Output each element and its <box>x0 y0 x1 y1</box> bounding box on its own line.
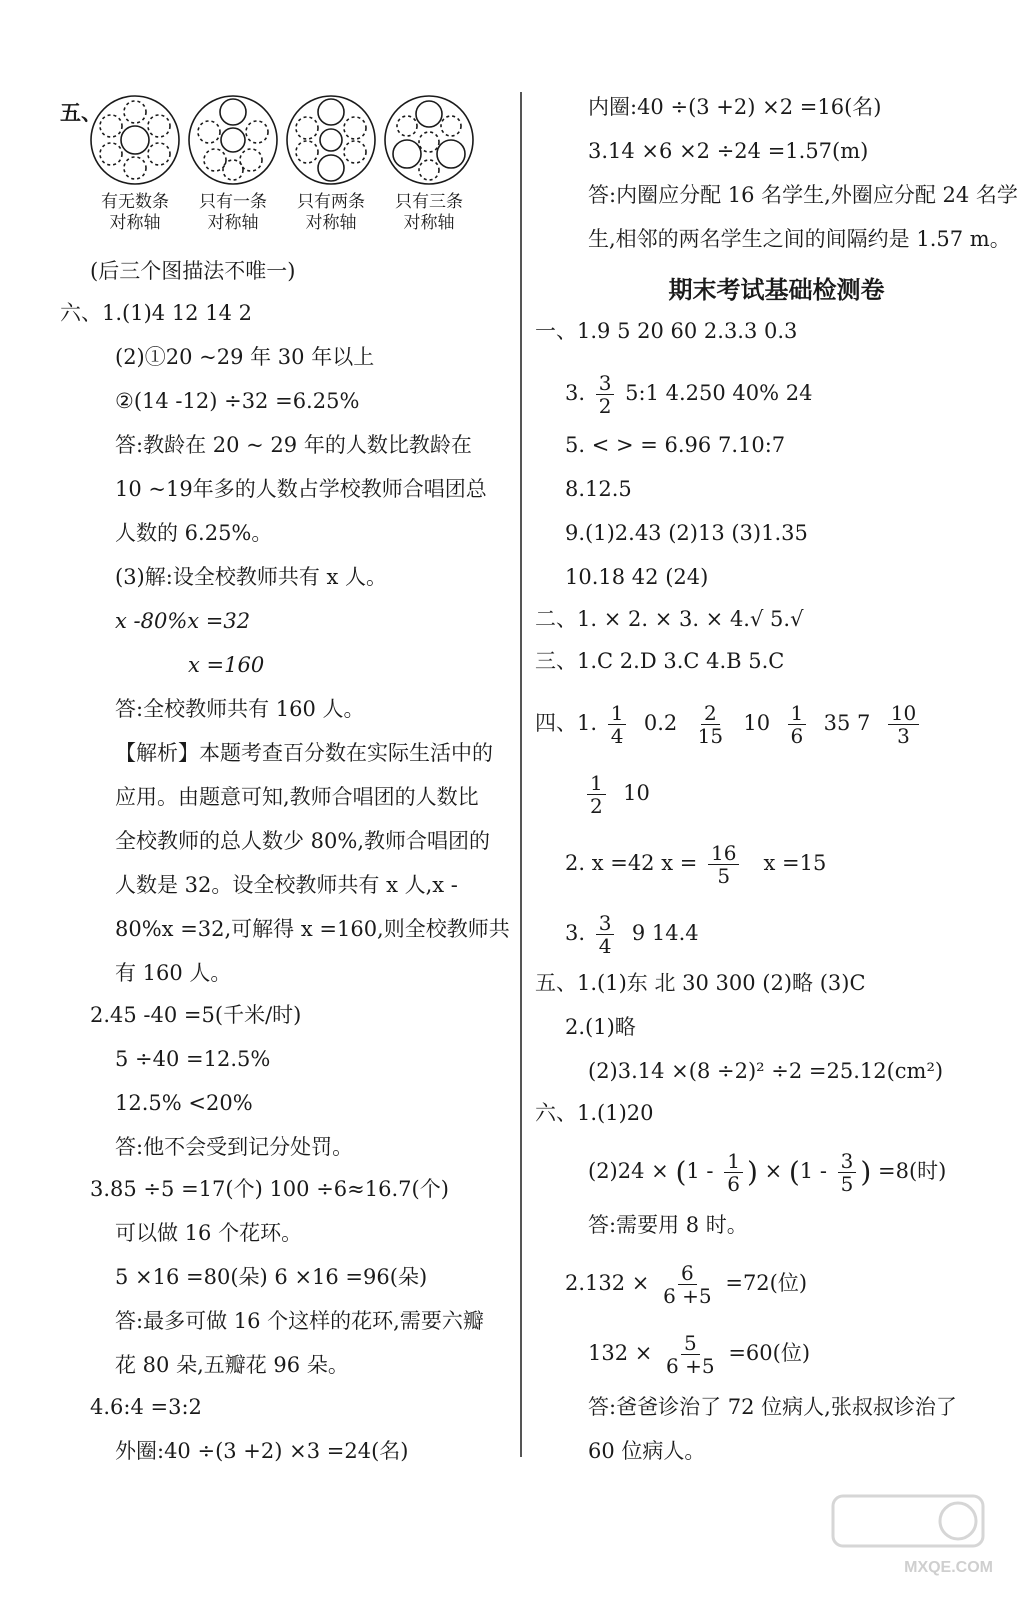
fraction: $\frac{10}{3}$ <box>888 702 919 747</box>
answer-line: 答:最多可做 16 个这样的花环,需要六瓣 <box>115 1309 484 1333</box>
analysis-line: 有 160 人。 <box>115 961 232 985</box>
answer-line-fraction: 132 × $\frac{5}{6 +5}$ =60(位) <box>588 1331 811 1378</box>
equation-line: x -80%x =32 <box>115 609 251 633</box>
answer-line: (3)解:设全校教师共有 x 人。 <box>115 565 388 589</box>
answer-line: 生,相邻的两名学生之间的间隔约是 1.57 m。 <box>588 227 1011 251</box>
answer-line: 人数的 6.25%。 <box>115 521 273 545</box>
circle-2 <box>189 96 277 184</box>
answer-line: 答:需要用 8 时。 <box>588 1213 748 1237</box>
fraction: $\frac{1}{6}$ <box>724 1150 743 1195</box>
analysis-line: 全校教师的总人数少 80%,教师合唱团的 <box>115 829 491 853</box>
section-title: 期末考试基础检测卷 <box>668 276 885 304</box>
fraction: $\frac{5}{6 +5}$ <box>666 1331 715 1378</box>
answer-line: 花 80 朵,五瓣花 96 朵。 <box>115 1353 349 1377</box>
circle-label-3: 只有两条 对称轴 <box>297 192 365 233</box>
answer-line: 5 ×16 =80(朵) 6 ×16 =96(朵) <box>115 1265 428 1289</box>
answer-line: 一、1.9 5 20 60 2.3.3 0.3 <box>535 319 798 343</box>
answer-line: 12.5% <20% <box>115 1091 253 1115</box>
circle-label-2: 只有一条 对称轴 <box>199 192 267 233</box>
circle-4 <box>385 96 473 184</box>
equation-line: x =160 <box>188 653 265 677</box>
answer-line-fraction: $\frac{1}{2}$ 10 <box>583 772 650 812</box>
answer-line: 3.85 ÷5 =17(个) 100 ÷6≈16.7(个) <box>90 1177 449 1201</box>
answer-line: 3.14 ×6 ×2 ÷24 =1.57(m) <box>588 139 869 163</box>
fraction: $\frac{3}{5}$ <box>838 1150 857 1195</box>
answer-line-fraction: 3. $\frac{3}{2}$ 5:1 4.250 40% 24 <box>565 371 813 418</box>
answer-line: 可以做 16 个花环。 <box>115 1221 303 1245</box>
answer-line: 5. < > = 6.96 7.10:7 <box>565 433 786 457</box>
answer-line: 答:爸爸诊治了 72 位病人,张叔叔诊治了 <box>588 1395 957 1419</box>
answer-line: (2)①20 ~29 年 30 年以上 <box>115 345 375 369</box>
fraction: $\frac{6}{6 +5}$ <box>663 1261 712 1308</box>
answer-line: 2.45 -40 =5(千米/时) <box>90 1003 302 1027</box>
answer-line: 60 位病人。 <box>588 1439 706 1463</box>
fraction: $\frac{1}{6}$ <box>788 702 807 747</box>
answer-line-fraction: 2. x =42 x = $\frac{16}{5}$ x =15 <box>565 841 827 888</box>
watermark-logo <box>823 1490 1003 1580</box>
answer-line: 10 ~19年多的人数占学校教师合唱团总 <box>115 477 487 501</box>
answer-line: 答:他不会受到记分处罚。 <box>115 1135 354 1159</box>
answer-line: 8.12.5 <box>565 477 632 501</box>
answer-line: 五、1.(1)东 北 30 300 (2)略 (3)C <box>535 971 866 995</box>
answer-line: 答:教龄在 20 ~ 29 年的人数比教龄在 <box>115 433 472 457</box>
answer-line: 10.18 42 (24) <box>565 565 709 589</box>
fraction: $\frac{3}{2}$ <box>596 372 615 417</box>
answer-line: (2)3.14 ×(8 ÷2)² ÷2 =25.12(cm²) <box>588 1059 944 1083</box>
answer-line: 外圈:40 ÷(3 +2) ×3 =24(名) <box>115 1439 409 1463</box>
circle-label-1: 有无数条 对称轴 <box>101 192 169 233</box>
answer-line: 二、1. × 2. × 3. × 4.√ 5.√ <box>535 607 804 631</box>
answer-line: 9.(1)2.43 (2)13 (3)1.35 <box>565 521 808 545</box>
circle-label-4: 只有三条 对称轴 <box>395 192 463 233</box>
answer-line-fraction: 3. $\frac{3}{4}$ 9 14.4 <box>565 911 699 958</box>
analysis-line: 人数是 32。设全校教师共有 x 人,x - <box>115 873 458 897</box>
fraction: $\frac{1}{4}$ <box>608 702 627 747</box>
diagram-note: (后三个图描法不唯一) <box>90 259 296 283</box>
analysis-line: 应用。由题意可知,教师合唱团的人数比 <box>115 785 479 809</box>
circle-1 <box>91 96 179 184</box>
answer-line: 内圈:40 ÷(3 +2) ×2 =16(名) <box>588 95 882 119</box>
answer-line: 5 ÷40 =12.5% <box>115 1047 271 1071</box>
answer-line: 2.(1)略 <box>565 1015 636 1039</box>
circle-3 <box>287 96 375 184</box>
analysis-line: 【解析】本题考查百分数在实际生活中的 <box>115 741 493 765</box>
section-five-label: 五、 <box>60 101 102 125</box>
answer-line: 三、1.C 2.D 3.C 4.B 5.C <box>535 649 785 673</box>
analysis-line: 80%x =32,可解得 x =160,则全校教师共 <box>115 917 510 941</box>
answer-line: 答:全校教师共有 160 人。 <box>115 697 365 721</box>
answer-line: ②(14 -12) ÷32 =6.25% <box>115 389 360 413</box>
answer-line: 六、1.(1)20 <box>535 1101 654 1125</box>
fraction: $\frac{16}{5}$ <box>708 842 739 887</box>
answer-line: 答:内圈应分配 16 名学生,外圈应分配 24 名学 <box>588 183 1018 207</box>
watermark-text: MXQE.COM <box>904 1559 993 1576</box>
answer-line-fraction: 2.132 × $\frac{6}{6 +5}$ =72(位) <box>565 1261 808 1308</box>
fraction: $\frac{1}{2}$ <box>587 772 606 817</box>
answer-line: 4.6:4 =3:2 <box>90 1395 202 1419</box>
answer-line-fractions: 四、1. $\frac{1}{4}$ 0.2 $\frac{2}{15}$ 10 $\frac{1}{6}$ 35 7 $\frac{10}{3}$ <box>535 702 923 742</box>
fraction: $\frac{3}{4}$ <box>596 912 615 957</box>
fraction: $\frac{2}{15}$ <box>697 701 724 748</box>
answer-line-fraction: (2)24 × (1 - $\frac{1}{6}$ ) × (1 - $\frac{3}{5}$ ) =8(时) <box>588 1149 947 1196</box>
answer-line: 六、1.(1)4 12 14 2 <box>60 301 252 325</box>
